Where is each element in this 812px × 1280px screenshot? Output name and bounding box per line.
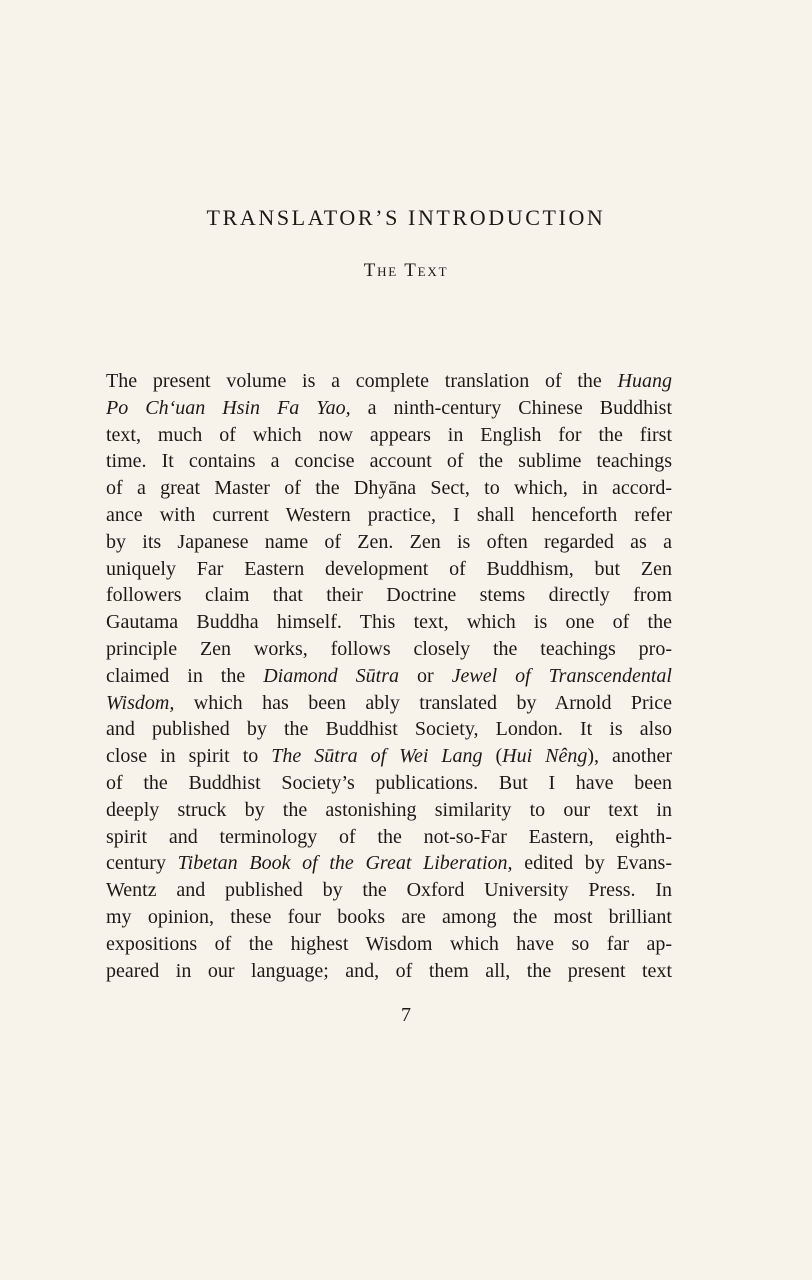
text-line [106,958,672,985]
body-paragraph [106,368,672,984]
text-line [106,475,672,502]
line-text: peared in our language; and, of them all, the present text [106,959,672,982]
line-text: Gautama Buddha himself. This text, which is one of the [106,611,672,634]
text-line [106,743,672,770]
line-text: text, much of which now appears in English for the first [106,423,672,446]
text-line [106,663,672,690]
text-line [106,716,672,743]
text-line [106,529,672,556]
line-text: claimed in the [106,664,264,687]
line-text: edited by Evans- [512,852,672,875]
italic-title-text: Diamond Sūtra [263,664,399,687]
text-line [106,636,672,663]
text-line [106,502,672,529]
text-line [106,877,672,904]
text-line [106,797,672,824]
italic-title-text: Hui Nêng [502,745,588,768]
text-line [106,368,672,395]
text-line [106,824,672,851]
line-text: my opinion, these four books are among the most brilliant [106,905,672,928]
line-text: followers claim that their Doctrine stems directly from [106,584,672,607]
line-text: Wentz and published by the Oxford University Press. In [106,879,672,902]
italic-title-text: Jewel of Transcendental [451,664,672,687]
italic-title-text: Po Ch‘uan Hsin Fa Yao, [106,396,351,419]
line-text: close in spirit to [106,745,272,768]
text-line [106,422,672,449]
line-text: The present volume is a complete translation of the [106,370,618,392]
text-line [106,582,672,609]
line-text: deeply struck by the astonishing similarity to our text in [106,798,672,821]
chapter-title: TRANSLATOR’S INTRODUCTION [206,205,606,230]
text-line [106,448,672,475]
section-title: The Text [363,260,449,281]
line-text: ( [482,745,503,768]
line-text: expositions of the highest Wisdom which have so far ap- [106,932,672,955]
text-line [106,609,672,636]
line-text: which has been ably translated by Arnold Price [174,691,672,714]
line-text: and published by the Buddhist Society, London. It is also [106,718,672,741]
text-line [106,690,672,717]
text-line [106,904,672,931]
text-line [106,770,672,797]
line-text: of a great Master of the Dhyāna Sect, to which, in accord- [106,477,672,500]
line-text: uniquely Far Eastern development of Buddhism, but Zen [106,557,672,580]
text-line [106,395,672,422]
line-text: ), another [587,745,673,768]
line-text: spirit and terminology of the not-so-Far Eastern, eighth- [106,825,672,848]
italic-title-text: Huang [617,370,672,392]
line-text: a ninth-century Chinese Buddhist [350,396,672,419]
page-number: 7 [401,1004,411,1026]
italic-title-text: The Sūtra of Wei Lang [271,745,483,768]
line-text: of the Buddhist Society’s publications. But I have been [106,771,672,794]
line-text: century [106,852,178,875]
text-line [106,850,672,877]
line-text: time. It contains a concise account of the sublime teachings [106,450,672,473]
text-line [106,556,672,583]
line-text: principle Zen works, follows closely the teachings pro- [106,637,672,660]
line-text: or [399,664,452,687]
text-line [106,931,672,958]
italic-title-text: Wisdom, [106,691,175,714]
line-text: ance with current Western practice, I shall henceforth refer [106,503,672,526]
italic-title-text: Tibetan Book of the Great Liberation, [177,852,513,875]
line-text: by its Japanese name of Zen. Zen is often regarded as a [106,530,672,553]
